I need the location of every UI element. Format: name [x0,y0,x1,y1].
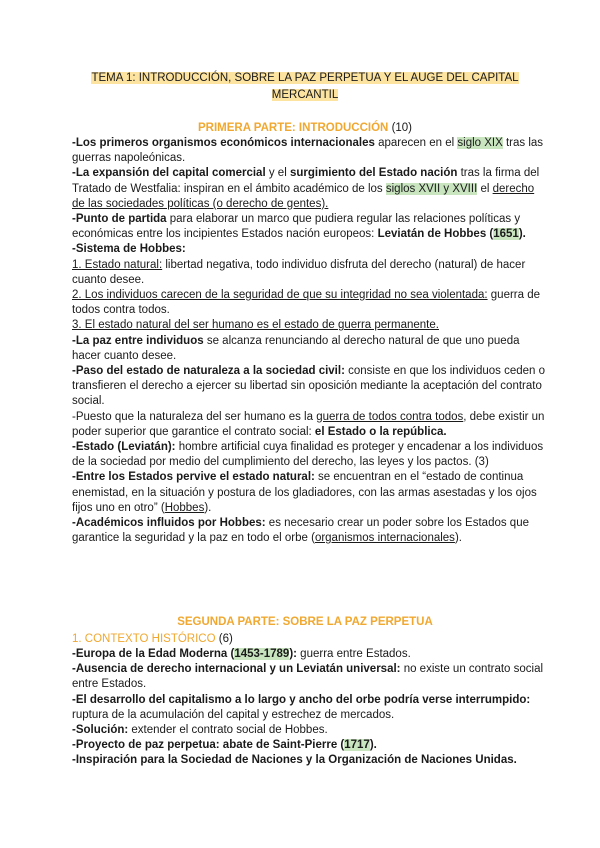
text-run: 1717 [344,739,370,752]
text-run: tras la firma del Tratado de Westfalia: inspiran en el ámbito académico de los [72,167,540,195]
text-run: hombre artificial cuya finalidad es proteger y encadenar a los individuos de la sociedad por medio del cumplimiento del derecho, las leyes y los pactos. (3) [72,441,544,469]
paragraph [72,516,547,546]
text-run: siglos XVII y XVIII [385,182,478,195]
part1-body [72,136,547,546]
paragraph [72,440,547,470]
text-run: extender el contrato social de Hobbes. [128,724,328,737]
text-run: ). [518,228,526,241]
text-run: ). [454,532,462,545]
text-run: es necesario crear un poder sobre los Estados que garantice la seguridad y la paz en todo el orbe ( [72,517,529,545]
text-run: -Proyecto de paz perpetua: abate de Saint-Pierre ( [72,739,345,752]
paragraph [72,693,547,723]
text-run: TEMA 1: INTRODUCCIÓN, SOBRE LA PAZ PERPETUA Y EL AUGE DEL CAPITAL MERCANTIL [91,72,519,101]
text-run: ruptura de la acumulación del capital y estrechez de mercados. [72,708,395,721]
text-run: 1. Estado natural: [72,258,163,271]
part2-heading [70,614,540,631]
text-run: ): [289,648,297,660]
text-run: -Solución: [72,724,129,737]
text-run: -Inspiración para la Sociedad de Naciones y la Organización de Naciones Unidas. [72,754,517,767]
text-run: -Paso del estado de naturaleza a la sociedad civil: [72,365,345,378]
text-run: 1651 [493,228,519,241]
part1-count: (10) [391,122,413,134]
text-run: guerra de todos contra todos. [72,289,541,317]
part2-subheading [72,631,542,648]
text-run: SEGUNDA PARTE: SOBRE LA PAZ PERPETUA [177,616,433,628]
paragraph [72,258,547,288]
text-run: se encuentran en el “estado de continua enemistad, en la situación y postura de los gladiadores, con las armas asestadas y los ojos fijos uno en otro” ( [72,471,537,514]
paragraph [72,470,547,516]
paragraph [72,723,547,738]
text-run: ). [204,501,212,514]
text-run: y el [265,167,290,180]
text-run: el [477,182,493,195]
paragraph [72,753,547,768]
text-run: 2. Los individuos carecen de la seguridad de que su integridad no sea violentada: [72,289,488,302]
text-run: -Entre los Estados pervive el estado natural: [72,471,315,484]
text-run: se alcanza renunciando al derecho natural de que uno pueda hacer cuanto desee. [72,334,520,362]
text-run: -La expansión del capital comercial [72,167,266,180]
paragraph [72,334,547,364]
document-title [70,70,540,104]
text-run: surgimiento del Estado nación [289,167,458,180]
text-run: -Académicos influidos por Hobbes: [72,517,266,530]
part2-subcount: (6) [218,633,233,645]
text-run: -Sistema de Hobbes: [72,243,186,256]
text-run: -Ausencia de derecho internacional y un Leviatán universal: [72,663,401,676]
text-run: -Europa de la Edad Moderna ( [72,648,235,660]
text-run: -Puesto que la naturaleza del ser humano es la [72,410,317,423]
text-run: organismos internacionales [314,532,455,545]
text-run: guerra de todos contra todos [316,410,464,423]
text-run: -Estado (Leviatán): [72,441,176,454]
paragraph [72,136,547,166]
text-run: 3. El estado natural del ser humano es el estado de guerra permanente. [72,319,439,332]
text-run: para elaborar un marco que pudiera regular las relaciones políticas y económicas entre los incipientes Estados nación europeos: [72,213,521,241]
text-run: el Estado o la república. [314,425,447,438]
text-run: guerra entre Estados. [296,648,411,660]
paragraph [72,166,547,212]
part1-heading [70,120,540,137]
paragraph [72,647,547,662]
text-run: aparecen en el [374,137,458,149]
paragraph [72,288,547,318]
text-run: Leviatán de Hobbes ( [377,228,494,241]
text-run: 1453-1789 [234,648,290,660]
text-run: libertad negativa, todo individuo disfruta del derecho (natural) de hacer cuanto desee. [72,258,526,286]
text-run: -El desarrollo del capitalismo a lo largo y ancho del orbe podría verse interrumpido: [72,693,531,706]
text-run: 1. CONTEXTO HISTÓRICO [72,633,216,645]
paragraph [72,662,547,692]
text-run: -Los primeros organismos económicos internacionales [72,137,375,149]
paragraph [72,318,547,333]
text-run: derecho de las sociedades políticas (o derecho de gentes). [72,182,535,210]
text-run: PRIMERA PARTE: INTRODUCCIÓN [197,122,389,134]
text-run: tras las guerras napoleónicas. [72,137,544,165]
text-run: no existe un contrato social entre Estados. [72,663,544,691]
paragraph [72,212,547,242]
text-run: , debe existir un poder superior que garantice el contrato social: [72,410,545,438]
text-run: ). [369,739,377,752]
text-run: -La paz entre individuos [72,334,204,347]
paragraph [72,242,547,257]
paragraph [72,410,547,440]
text-run: siglo XIX [457,137,503,149]
paragraph [72,364,547,410]
paragraph [72,738,547,753]
text-run: consiste en que los individuos ceden o transfieren el derecho a ejercer su libertad sin oposición mediante la aceptación del contrato social. [72,365,546,408]
part2-body [72,647,547,769]
text-run: -Punto de partida [72,213,167,226]
text-run: Hobbes [164,501,205,514]
